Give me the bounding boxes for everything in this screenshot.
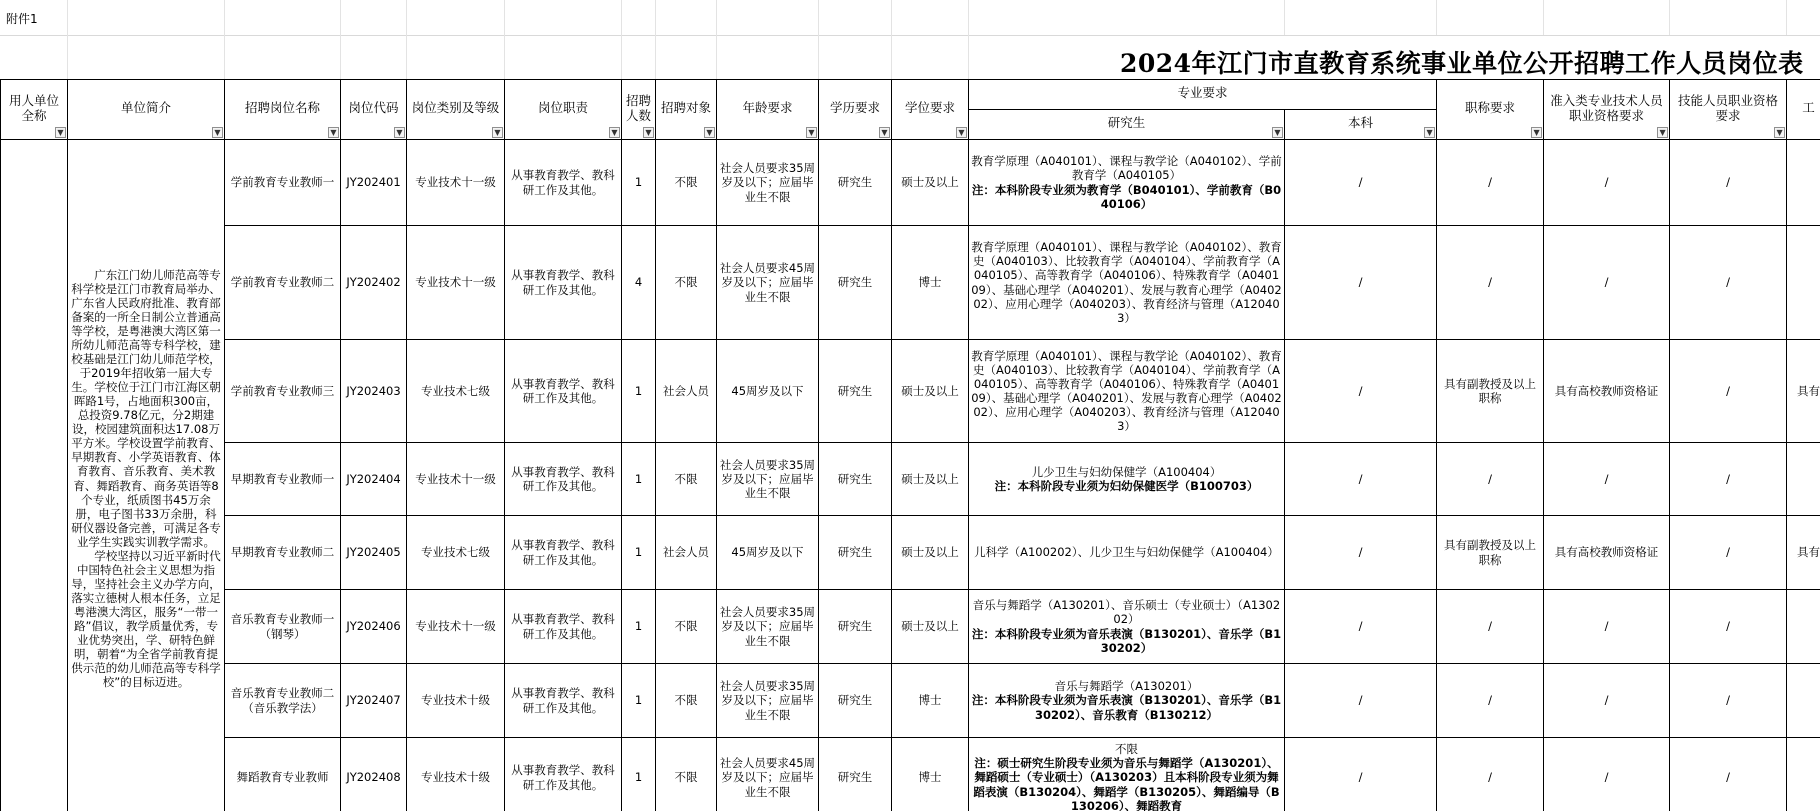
other-req-cell[interactable]: 具有 xyxy=(1787,340,1820,443)
post-grade-cell[interactable]: 专业技术十一级 xyxy=(407,590,505,664)
major-note: 注：本科阶段专业须为音乐表演（B130201）、音乐学（B130202）、音乐教育（B130212） xyxy=(971,693,1282,722)
filter-dropdown-icon[interactable]: ▼ xyxy=(1774,127,1785,138)
major-grad-cell[interactable] xyxy=(969,226,1285,340)
skill-req-cell[interactable]: / xyxy=(1670,443,1787,516)
post-grade-cell[interactable]: 专业技术七级 xyxy=(407,340,505,443)
filter-dropdown-icon[interactable]: ▼ xyxy=(328,127,339,138)
post-name-cell[interactable]: 学前教育专业教师二 xyxy=(225,226,341,340)
post-code-cell[interactable]: JY202403 xyxy=(341,340,407,443)
education-cell[interactable]: 研究生 xyxy=(819,340,892,443)
post-duty-cell[interactable]: 从事教育教学、教科研工作及其他。 xyxy=(505,738,622,811)
post-code-cell[interactable]: JY202405 xyxy=(341,516,407,590)
cert-req-cell[interactable]: / xyxy=(1544,226,1670,340)
degree-cell[interactable]: 博士 xyxy=(892,738,969,811)
target-cell[interactable]: 不限 xyxy=(656,443,717,516)
other-req-cell[interactable] xyxy=(1787,664,1820,738)
post-grade-cell[interactable]: 专业技术十一级 xyxy=(407,443,505,516)
major-note: 注：本科阶段专业须为妇幼保健医学（B100703） xyxy=(994,479,1259,493)
header-post-grade: 岗位类别及等级 ▼ xyxy=(407,80,505,140)
header-age: 年龄要求 ▼ xyxy=(717,80,819,140)
degree-cell[interactable]: 硕士及以上 xyxy=(892,590,969,664)
hire-count-cell[interactable]: 1 xyxy=(622,516,656,590)
header-unit-intro: 单位简介 ▼ xyxy=(68,80,225,140)
post-duty-cell[interactable]: 从事教育教学、教科研工作及其他。 xyxy=(505,664,622,738)
age-cell[interactable]: 社会人员要求35周岁及以下；应届毕业生不限 xyxy=(717,140,819,226)
degree-cell[interactable]: 硕士及以上 xyxy=(892,140,969,226)
age-cell[interactable]: 社会人员要求45周岁及以下；应届毕业生不限 xyxy=(717,738,819,811)
major-list: 儿少卫生与妇幼保健学（A100404） xyxy=(1031,464,1222,479)
major-undergrad-cell[interactable]: / xyxy=(1285,443,1437,516)
filter-dropdown-icon[interactable]: ▼ xyxy=(879,127,890,138)
hire-count-cell[interactable]: 1 xyxy=(622,140,656,226)
target-cell[interactable]: 不限 xyxy=(656,140,717,226)
unit-intro-paragraph: 学校坚持以习近平新时代中国特色社会主义思想为指导，坚持社会主义办学方向，落实立德树人根本任务，立足粤港澳大湾区，服务“一带一路”倡议，教学质量优秀，专业优势突出，学、研特色鲜明，朝着“为全省学前教育提供示范的幼儿师范高等专科学校”的目标迈进。 xyxy=(71,548,221,689)
table-row xyxy=(1,443,1820,516)
major-undergrad-cell[interactable]: / xyxy=(1285,590,1437,664)
table-row xyxy=(1,516,1820,590)
post-name-cell[interactable]: 音乐教育专业教师一（钢琴） xyxy=(225,590,341,664)
other-req-cell[interactable] xyxy=(1787,443,1820,516)
post-name-cell[interactable]: 学前教育专业教师三 xyxy=(225,340,341,443)
title-req-cell[interactable]: / xyxy=(1437,140,1544,226)
cert-req-cell[interactable]: 具有高校教师资格证 xyxy=(1544,516,1670,590)
major-grad-cell[interactable] xyxy=(969,664,1285,738)
header-education: 学历要求 ▼ xyxy=(819,80,892,140)
post-code-cell[interactable]: JY202407 xyxy=(341,664,407,738)
table-row xyxy=(1,738,1820,811)
target-cell[interactable]: 不限 xyxy=(656,664,717,738)
major-undergrad-cell[interactable]: / xyxy=(1285,516,1437,590)
header-target: 招聘对象 ▼ xyxy=(656,80,717,140)
cert-req-cell[interactable]: / xyxy=(1544,738,1670,811)
target-cell[interactable]: 不限 xyxy=(656,226,717,340)
header-other: 工 xyxy=(1787,80,1820,140)
skill-req-cell[interactable]: / xyxy=(1670,516,1787,590)
education-cell[interactable]: 研究生 xyxy=(819,443,892,516)
filter-dropdown-icon[interactable]: ▼ xyxy=(492,127,503,138)
filter-dropdown-icon[interactable]: ▼ xyxy=(212,127,223,138)
degree-cell[interactable]: 硕士及以上 xyxy=(892,340,969,443)
age-cell[interactable]: 社会人员要求35周岁及以下；应届毕业生不限 xyxy=(717,590,819,664)
other-req-cell[interactable] xyxy=(1787,738,1820,811)
header-major-group: 专业要求 xyxy=(969,80,1437,110)
cert-req-cell[interactable]: / xyxy=(1544,140,1670,226)
header-post-code: 岗位代码 ▼ xyxy=(341,80,407,140)
major-undergrad-cell[interactable]: / xyxy=(1285,340,1437,443)
filter-dropdown-icon[interactable]: ▼ xyxy=(1657,127,1668,138)
filter-dropdown-icon[interactable]: ▼ xyxy=(704,127,715,138)
post-grade-cell[interactable]: 专业技术十级 xyxy=(407,738,505,811)
other-req-cell[interactable] xyxy=(1787,590,1820,664)
title-req-cell[interactable]: 具有副教授及以上职称 xyxy=(1437,340,1544,443)
recruitment-table xyxy=(0,79,1820,811)
other-req-cell[interactable] xyxy=(1787,226,1820,340)
cert-req-cell[interactable]: / xyxy=(1544,443,1670,516)
annex-label: 附件1 xyxy=(6,12,38,26)
sheet-title: 2024年江门市直教育系统事业单位公开招聘工作人员岗位表 xyxy=(1120,49,1804,78)
degree-cell[interactable]: 硕士及以上 xyxy=(892,443,969,516)
header-post-name: 招聘岗位名称 ▼ xyxy=(225,80,341,140)
post-code-cell[interactable]: JY202404 xyxy=(341,443,407,516)
post-duty-cell[interactable]: 从事教育教学、教科研工作及其他。 xyxy=(505,340,622,443)
header-hire-count: 招聘人数 ▼ xyxy=(622,80,656,140)
age-cell[interactable]: 45周岁及以下 xyxy=(717,340,819,443)
major-grad-cell[interactable] xyxy=(969,738,1285,811)
table-row xyxy=(1,140,1820,226)
filter-dropdown-icon[interactable]: ▼ xyxy=(55,127,66,138)
education-cell[interactable]: 研究生 xyxy=(819,516,892,590)
major-grad-cell[interactable] xyxy=(969,590,1285,664)
title-req-cell[interactable]: / xyxy=(1437,590,1544,664)
title-req-cell[interactable]: / xyxy=(1437,443,1544,516)
filter-dropdown-icon[interactable]: ▼ xyxy=(1424,127,1435,138)
major-list: 音乐与舞蹈学（A130201）、音乐硕士（专业硕士）（A130202） xyxy=(972,598,1281,627)
post-code-cell[interactable]: JY202408 xyxy=(341,738,407,811)
hire-count-cell[interactable]: 4 xyxy=(622,226,656,340)
post-name-cell[interactable]: 早期教育专业教师二 xyxy=(225,516,341,590)
major-note: 注：硕士研究生阶段专业须为音乐与舞蹈学（A130201）、舞蹈硕士（专业硕士）（A130203）且本科阶段专业须为舞蹈表演（B130204）、舞蹈学（B130205）、舞蹈编导（B130206）、舞蹈教育 xyxy=(973,756,1280,811)
filter-dropdown-icon[interactable]: ▼ xyxy=(1272,127,1283,138)
target-cell[interactable]: 不限 xyxy=(656,590,717,664)
unit-name-cell[interactable] xyxy=(1,140,68,811)
major-list: 教育学原理（A040101）、课程与教学论（A040102）、教育史（A040103）、比较教育学（A040104）、学前教育学（A040105）、高等教育学（A040106）、特殊教育学（A040109）、基础心理学（A040201）、发展与教育心理学（A040202）、应用心理学（A040203）、教育经济与管理（A120403） xyxy=(971,240,1282,325)
cert-req-cell[interactable]: 具有高校教师资格证 xyxy=(1544,340,1670,443)
major-undergrad-cell[interactable]: / xyxy=(1285,738,1437,811)
cert-req-cell[interactable]: / xyxy=(1544,664,1670,738)
post-duty-cell[interactable]: 从事教育教学、教科研工作及其他。 xyxy=(505,226,622,340)
hire-count-cell[interactable]: 1 xyxy=(622,340,656,443)
cert-req-cell[interactable]: / xyxy=(1544,590,1670,664)
skill-req-cell[interactable]: / xyxy=(1670,226,1787,340)
target-cell[interactable]: 社会人员 xyxy=(656,516,717,590)
education-cell[interactable]: 研究生 xyxy=(819,738,892,811)
post-name-cell[interactable]: 音乐教育专业教师二（音乐教学法） xyxy=(225,664,341,738)
post-grade-cell[interactable]: 专业技术十一级 xyxy=(407,140,505,226)
header-skill-req: 技能人员职业资格要求 ▼ xyxy=(1670,80,1787,140)
degree-cell[interactable]: 博士 xyxy=(892,664,969,738)
education-cell[interactable]: 研究生 xyxy=(819,140,892,226)
post-name-cell[interactable]: 早期教育专业教师一 xyxy=(225,443,341,516)
major-undergrad-cell[interactable]: / xyxy=(1285,664,1437,738)
header-major-undergrad: 本科 ▼ xyxy=(1285,110,1437,140)
other-req-cell[interactable]: 具有 xyxy=(1787,516,1820,590)
education-cell[interactable]: 研究生 xyxy=(819,226,892,340)
post-code-cell[interactable]: JY202401 xyxy=(341,140,407,226)
post-name-cell[interactable]: 学前教育专业教师一 xyxy=(225,140,341,226)
title-req-cell[interactable]: / xyxy=(1437,664,1544,738)
header-title-req: 职称要求 ▼ xyxy=(1437,80,1544,140)
header-major-grad: 研究生 ▼ xyxy=(969,110,1285,140)
major-grad-cell[interactable] xyxy=(969,516,1285,590)
hire-count-cell[interactable]: 1 xyxy=(622,590,656,664)
post-grade-cell[interactable]: 专业技术十一级 xyxy=(407,226,505,340)
table-body xyxy=(1,140,1820,811)
filter-dropdown-icon[interactable]: ▼ xyxy=(394,127,405,138)
post-code-cell[interactable]: JY202402 xyxy=(341,226,407,340)
post-grade-cell[interactable]: 专业技术十级 xyxy=(407,664,505,738)
table-row xyxy=(1,664,1820,738)
filter-dropdown-icon[interactable]: ▼ xyxy=(806,127,817,138)
age-cell[interactable]: 社会人员要求35周岁及以下；应届毕业生不限 xyxy=(717,664,819,738)
major-note: 注：本科阶段专业须为教育学（B040101）、学前教育（B040106） xyxy=(971,182,1282,211)
post-duty-cell[interactable]: 从事教育教学、教科研工作及其他。 xyxy=(505,443,622,516)
post-duty-cell[interactable]: 从事教育教学、教科研工作及其他。 xyxy=(505,590,622,664)
annex-row xyxy=(0,0,1820,36)
table-row xyxy=(1,226,1820,340)
age-cell[interactable]: 社会人员要求45周岁及以下；应届毕业生不限 xyxy=(717,226,819,340)
table-row xyxy=(1,590,1820,664)
degree-cell[interactable]: 硕士及以上 xyxy=(892,516,969,590)
skill-req-cell[interactable]: / xyxy=(1670,590,1787,664)
header-post-duty: 岗位职责 ▼ xyxy=(505,80,622,140)
target-cell[interactable]: 不限 xyxy=(656,738,717,811)
age-cell[interactable]: 45周岁及以下 xyxy=(717,516,819,590)
hire-count-cell[interactable]: 1 xyxy=(622,664,656,738)
other-req-cell[interactable] xyxy=(1787,140,1820,226)
major-list: 不限 xyxy=(1115,742,1138,757)
post-code-cell[interactable]: JY202406 xyxy=(341,590,407,664)
post-name-cell[interactable]: 舞蹈教育专业教师 xyxy=(225,738,341,811)
major-grad-cell[interactable] xyxy=(969,140,1285,226)
major-list: 教育学原理（A040101）、课程与教学论（A040102）、学前教育学（A040105） xyxy=(971,154,1282,183)
post-duty-cell[interactable]: 从事教育教学、教科研工作及其他。 xyxy=(505,516,622,590)
degree-cell[interactable]: 博士 xyxy=(892,226,969,340)
filter-dropdown-icon[interactable]: ▼ xyxy=(609,127,620,138)
education-cell[interactable]: 研究生 xyxy=(819,664,892,738)
age-cell[interactable]: 社会人员要求35周岁及以下；应届毕业生不限 xyxy=(717,443,819,516)
target-cell[interactable]: 社会人员 xyxy=(656,340,717,443)
table-row xyxy=(1,340,1820,443)
post-duty-cell[interactable]: 从事教育教学、教科研工作及其他。 xyxy=(505,140,622,226)
major-list: 儿科学（A100202）、儿少卫生与妇幼保健学（A100404） xyxy=(974,545,1279,560)
major-list: 音乐与舞蹈学（A130201） xyxy=(1054,679,1199,694)
hire-count-cell[interactable]: 1 xyxy=(622,738,656,811)
hire-count-cell[interactable]: 1 xyxy=(622,443,656,516)
major-note: 注：本科阶段专业须为音乐表演（B130201）、音乐学（B130202） xyxy=(971,626,1282,655)
major-grad-cell[interactable] xyxy=(969,340,1285,443)
header-degree: 学位要求 ▼ xyxy=(892,80,969,140)
filter-dropdown-icon[interactable]: ▼ xyxy=(643,127,654,138)
skill-req-cell[interactable]: / xyxy=(1670,664,1787,738)
major-grad-cell[interactable] xyxy=(969,443,1285,516)
major-list: 教育学原理（A040101）、课程与教学论（A040102）、教育史（A040103）、比较教育学（A040104）、学前教育学（A040105）、高等教育学（A040106）、特殊教育学（A040109）、基础心理学（A040201）、发展与教育心理学（A040202）、应用心理学（A040203）、教育经济与管理（A120403） xyxy=(971,348,1282,434)
title-req-cell[interactable]: / xyxy=(1437,226,1544,340)
filter-dropdown-icon[interactable]: ▼ xyxy=(956,127,967,138)
major-undergrad-cell[interactable]: / xyxy=(1285,226,1437,340)
education-cell[interactable]: 研究生 xyxy=(819,590,892,664)
title-req-cell[interactable]: / xyxy=(1437,738,1544,811)
post-grade-cell[interactable]: 专业技术七级 xyxy=(407,516,505,590)
skill-req-cell[interactable]: / xyxy=(1670,738,1787,811)
unit-intro-cell[interactable] xyxy=(68,140,225,811)
unit-intro-paragraph: 广东江门幼儿师范高等专科学校是江门市教育局举办、广东省人民政府批准、教育部备案的一所全日制公立普通高等学校，是粤港澳大湾区第一所幼儿师范高等专科学校，建校基础是江门幼儿师范学校，于2019年招收第一届大专生。学校位于江门市江海区朝晖路1号，占地面积300亩，总投资9.78亿元，分2期建设，校园建筑面积达17.08万平方米。学校设置学前教育、早期教育、小学英语教育、体育教育、音乐教育、美术教育、舞蹈教育、商务英语等8个专业，纸质图书45万余册，电子图书33万余册，科研仪器设备完善，可满足各专业学生实践实训教学需求。 xyxy=(71,268,221,549)
header-cert-req: 准入类专业技术人员职业资格要求 ▼ xyxy=(1544,80,1670,140)
major-undergrad-cell[interactable]: / xyxy=(1285,140,1437,226)
skill-req-cell[interactable]: / xyxy=(1670,340,1787,443)
header-unit-name: 用人单位全称 ▼ xyxy=(1,80,68,140)
filter-dropdown-icon[interactable]: ▼ xyxy=(1531,127,1542,138)
skill-req-cell[interactable]: / xyxy=(1670,140,1787,226)
title-req-cell[interactable]: 具有副教授及以上职称 xyxy=(1437,516,1544,590)
